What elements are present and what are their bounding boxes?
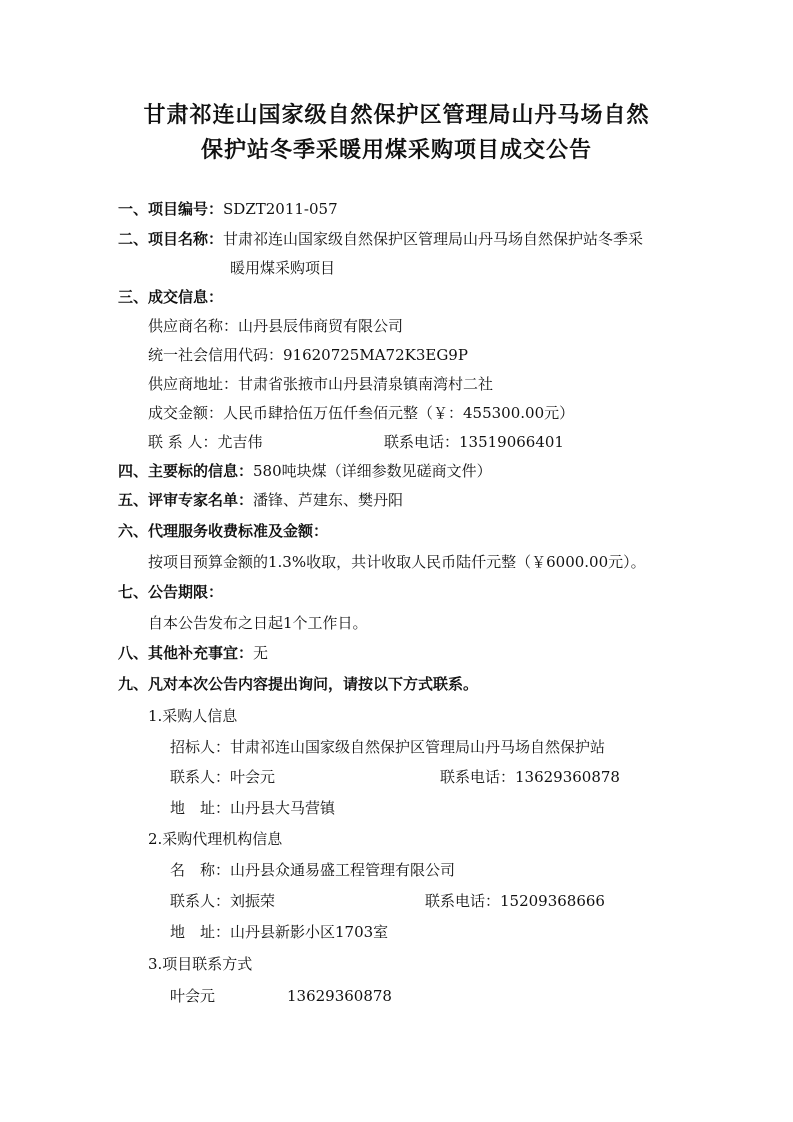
agent-heading: 2.采购代理机构信息	[148, 830, 283, 848]
supplier-contact: 联 系 人：尤吉伟	[148, 433, 263, 451]
main-items-value: 580吨块煤（详细参数见磋商文件）	[253, 462, 492, 480]
project-contact-name: 叶会元	[170, 987, 216, 1005]
supplier-phone: 联系电话：13519066401	[384, 433, 564, 451]
agent-address: 地 址：山丹县新影小区1703室	[170, 923, 389, 941]
project-name-continued: 暖用煤采购项目	[230, 259, 336, 277]
section-label: 二、项目名称：	[118, 230, 224, 248]
experts-value: 潘锋、芦建东、樊丹阳	[253, 491, 404, 509]
section-project-name	[118, 229, 643, 249]
buyer-phone: 联系电话：13629360878	[440, 768, 620, 786]
other-value: 无	[253, 644, 269, 662]
section-contact: 九、凡对本次公告内容提出询问，请按以下方式联系。	[118, 675, 479, 693]
section-deal-info: 三、成交信息：	[118, 288, 224, 306]
section-label: 五、评审专家名单：	[118, 491, 254, 509]
page-title-line1: 甘肃祁连山国家级自然保护区管理局山丹马场自然	[143, 103, 650, 128]
project-contact-phone: 13629360878	[287, 987, 392, 1005]
deal-amount: 成交金额：人民币肆拾伍万伍仟叁佰元整（￥：455300.00元）	[148, 404, 575, 422]
project-number: SDZT2011-057	[223, 200, 338, 218]
section-notice-period: 七、公告期限：	[118, 583, 224, 601]
project-contact-heading: 3.项目联系方式	[148, 955, 253, 973]
section-label: 八、其他补充事宜：	[118, 644, 254, 662]
section-other	[118, 643, 268, 663]
buyer-address: 地 址：山丹县大马营镇	[170, 799, 336, 817]
agent-name: 名 称：山丹县众通易盛工程管理有限公司	[170, 861, 456, 879]
fee-text: 按项目预算金额的1.3%收取，共计收取人民币陆仟元整（￥6000.00元）。	[148, 553, 646, 571]
section-experts	[118, 490, 403, 510]
notice-period-text: 自本公告发布之日起1个工作日。	[148, 614, 368, 632]
credit-code: 统一社会信用代码：91620725MA72K3EG9P	[148, 346, 468, 364]
section-main-items	[118, 461, 492, 481]
project-name: 甘肃祁连山国家级自然保护区管理局山丹马场自然保护站冬季采	[223, 230, 644, 248]
agent-phone: 联系电话：15209368666	[425, 892, 605, 910]
buyer-heading: 1.采购人信息	[148, 707, 238, 725]
supplier-address: 供应商地址：甘肃省张掖市山丹县清泉镇南湾村二社	[148, 375, 494, 393]
buyer-name: 招标人：甘肃祁连山国家级自然保护区管理局山丹马场自然保护站	[170, 738, 606, 756]
section-label: 一、项目编号：	[118, 200, 224, 218]
buyer-contact: 联系人：叶会元	[170, 768, 276, 786]
page-title-line2: 保护站冬季采暖用煤采购项目成交公告	[200, 138, 592, 163]
agent-contact: 联系人：刘振荣	[170, 892, 276, 910]
section-project-number	[118, 199, 338, 219]
section-fee: 六、代理服务收费标准及金额：	[118, 522, 329, 540]
supplier-name: 供应商名称：山丹县辰伟商贸有限公司	[148, 317, 404, 335]
section-label: 四、主要标的信息：	[118, 462, 254, 480]
